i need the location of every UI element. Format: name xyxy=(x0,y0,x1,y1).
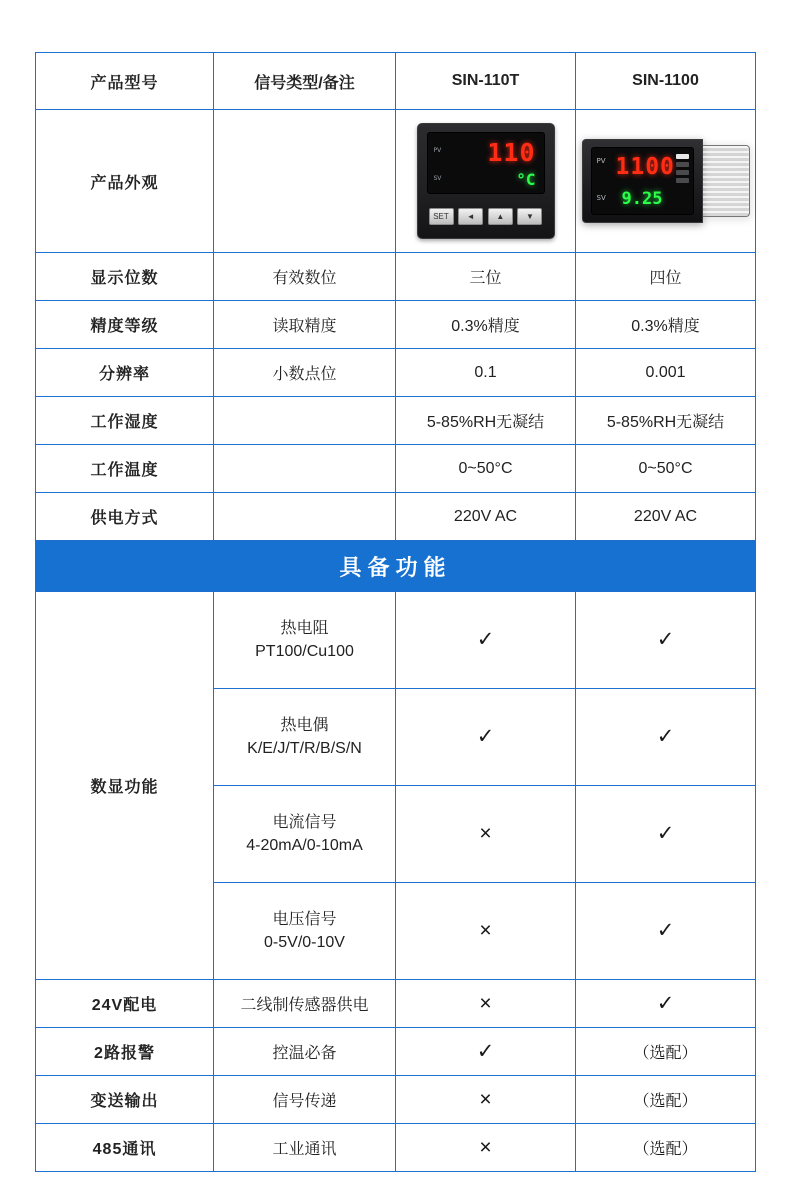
mark-check: ✓ xyxy=(476,725,495,748)
mark-check: ✓ xyxy=(656,628,675,651)
sin110t-button-left: ◄ xyxy=(458,208,483,225)
row-label-display-digits: 显示位数 xyxy=(36,253,214,301)
cell-sin110t xyxy=(396,1028,576,1076)
cell-sin110t xyxy=(396,592,576,689)
header-signal-type: 信号类型/备注 xyxy=(214,53,396,110)
table-row xyxy=(36,980,756,1028)
row-label-resolution: 分辨率 xyxy=(36,349,214,397)
cell-sin110t: 220V AC xyxy=(396,493,576,541)
cell-sin1100 xyxy=(576,883,756,980)
mark-check: ✓ xyxy=(656,919,675,942)
cell-sin110t xyxy=(396,1124,576,1172)
cell-sin1100 xyxy=(576,1028,756,1076)
cell-sin110t xyxy=(396,689,576,786)
cell-note: 小数点位 xyxy=(214,349,396,397)
row-label-appearance: 产品外观 xyxy=(36,110,214,253)
table-row xyxy=(36,1028,756,1076)
device-image-sin1100 xyxy=(582,139,750,223)
cell-sin110t xyxy=(396,980,576,1028)
sin110t-button-up: ▲ xyxy=(488,208,513,225)
cell-sin1100 xyxy=(576,1076,756,1124)
row-label-working-temperature: 工作温度 xyxy=(36,445,214,493)
table-row xyxy=(36,493,756,541)
cell-note: 工业通讯 xyxy=(214,1124,396,1172)
section-title-functions: 具备功能 xyxy=(36,541,756,592)
cell-note: 控温必备 xyxy=(214,1028,396,1076)
sin1100-pv-tag: PV xyxy=(596,157,606,165)
cell-note xyxy=(214,883,396,980)
cell-sin110t: 5-85%RH无凝结 xyxy=(396,397,576,445)
sin110t-display xyxy=(427,132,545,194)
cell-note-line1: 热电偶 xyxy=(280,716,329,734)
table-row xyxy=(36,1076,756,1124)
sin1100-indicator-leds xyxy=(676,154,689,183)
row-label-working-humidity: 工作湿度 xyxy=(36,397,214,445)
mark-check: ✓ xyxy=(656,725,675,748)
appearance-note-empty xyxy=(214,110,396,253)
sin110t-sv-tag: SV xyxy=(433,175,442,182)
sin1100-sv-tag: SV xyxy=(596,194,606,202)
table-row xyxy=(36,1124,756,1172)
table-row xyxy=(36,445,756,493)
sin1100-sv-value: 9.25 xyxy=(621,189,663,209)
table-row xyxy=(36,301,756,349)
cell-note-line2: PT100/Cu100 xyxy=(255,643,354,660)
sin110t-sv-value: °C xyxy=(516,170,536,189)
cell-sin110t xyxy=(396,1076,576,1124)
cell-note xyxy=(214,689,396,786)
device-image-sin110t-cell xyxy=(396,110,576,253)
sin1100-pv-value: 1100 xyxy=(615,154,675,180)
table-row xyxy=(36,349,756,397)
cell-note-line1: 电流信号 xyxy=(272,813,337,831)
cell-note xyxy=(214,493,396,541)
mark-check: ✓ xyxy=(656,991,675,1015)
specification-table xyxy=(35,52,756,1172)
header-model-sin1100: SIN-1100 xyxy=(576,53,756,110)
cell-sin110t: 0~50°C xyxy=(396,445,576,493)
cell-note xyxy=(214,445,396,493)
cell-sin1100: 0~50°C xyxy=(576,445,756,493)
row-label-24v-power: 24V配电 xyxy=(36,980,214,1028)
cell-sin1100: 220V AC xyxy=(576,493,756,541)
device-image-sin110t xyxy=(417,123,555,239)
table-header-row xyxy=(36,53,756,110)
cell-sin1100: 四位 xyxy=(576,253,756,301)
sin110t-button-row xyxy=(427,208,545,225)
cell-note-line1: 热电阻 xyxy=(280,619,329,637)
cell-sin110t xyxy=(396,883,576,980)
cell-note-line2: 4-20mA/0-10mA xyxy=(246,837,363,854)
mark-cross: × xyxy=(479,991,492,1015)
header-product-model: 产品型号 xyxy=(36,53,214,110)
table-row xyxy=(36,397,756,445)
cell-sin1100 xyxy=(576,689,756,786)
sin110t-button-set: SET xyxy=(429,208,454,225)
row-label-digital-display-functions: 数显功能 xyxy=(36,592,214,980)
cell-sin1100 xyxy=(576,786,756,883)
row-label-485-communication: 485通讯 xyxy=(36,1124,214,1172)
mark-check: ✓ xyxy=(476,628,495,651)
mark-cross: × xyxy=(479,822,492,845)
cell-note xyxy=(214,397,396,445)
cell-sin110t: 0.1 xyxy=(396,349,576,397)
cell-note: 读取精度 xyxy=(214,301,396,349)
cell-note xyxy=(214,786,396,883)
row-label-2-alarms: 2路报警 xyxy=(36,1028,214,1076)
cell-sin110t: 0.3%精度 xyxy=(396,301,576,349)
sin110t-pv-value: 110 xyxy=(487,138,536,167)
mark-cross: × xyxy=(479,919,492,942)
table-row xyxy=(36,592,756,689)
cell-sin1100 xyxy=(576,980,756,1028)
cell-note: 信号传递 xyxy=(214,1076,396,1124)
mark-check: ✓ xyxy=(476,1039,495,1063)
cell-sin1100: 0.3%精度 xyxy=(576,301,756,349)
sin1100-housing xyxy=(703,145,750,217)
mark-optional: （选配） xyxy=(633,1045,698,1062)
cell-sin1100 xyxy=(576,592,756,689)
mark-check: ✓ xyxy=(656,822,675,845)
header-model-sin110t: SIN-110T xyxy=(396,53,576,110)
mark-cross: × xyxy=(479,1135,492,1159)
cell-note-line2: 0-5V/0-10V xyxy=(264,934,345,951)
cell-sin110t: 三位 xyxy=(396,253,576,301)
mark-cross: × xyxy=(479,1087,492,1111)
sin1100-display xyxy=(591,147,694,215)
table-row-appearance xyxy=(36,110,756,253)
row-label-power-supply: 供电方式 xyxy=(36,493,214,541)
section-banner-row xyxy=(36,541,756,592)
cell-note: 二线制传感器供电 xyxy=(214,980,396,1028)
table-row xyxy=(36,253,756,301)
mark-optional: （选配） xyxy=(633,1093,698,1110)
cell-sin110t xyxy=(396,786,576,883)
cell-sin1100 xyxy=(576,1124,756,1172)
cell-sin1100: 0.001 xyxy=(576,349,756,397)
row-label-transmitter-output: 变送输出 xyxy=(36,1076,214,1124)
cell-note-line2: K/E/J/T/R/B/S/N xyxy=(247,740,362,757)
cell-note-line1: 电压信号 xyxy=(272,910,337,928)
sin110t-button-down: ▼ xyxy=(517,208,542,225)
device-image-sin1100-cell xyxy=(576,110,756,253)
cell-sin1100: 5-85%RH无凝结 xyxy=(576,397,756,445)
cell-note xyxy=(214,592,396,689)
sin110t-pv-tag: PV xyxy=(433,147,442,154)
row-label-accuracy-class: 精度等级 xyxy=(36,301,214,349)
mark-optional: （选配） xyxy=(633,1141,698,1158)
cell-note: 有效数位 xyxy=(214,253,396,301)
